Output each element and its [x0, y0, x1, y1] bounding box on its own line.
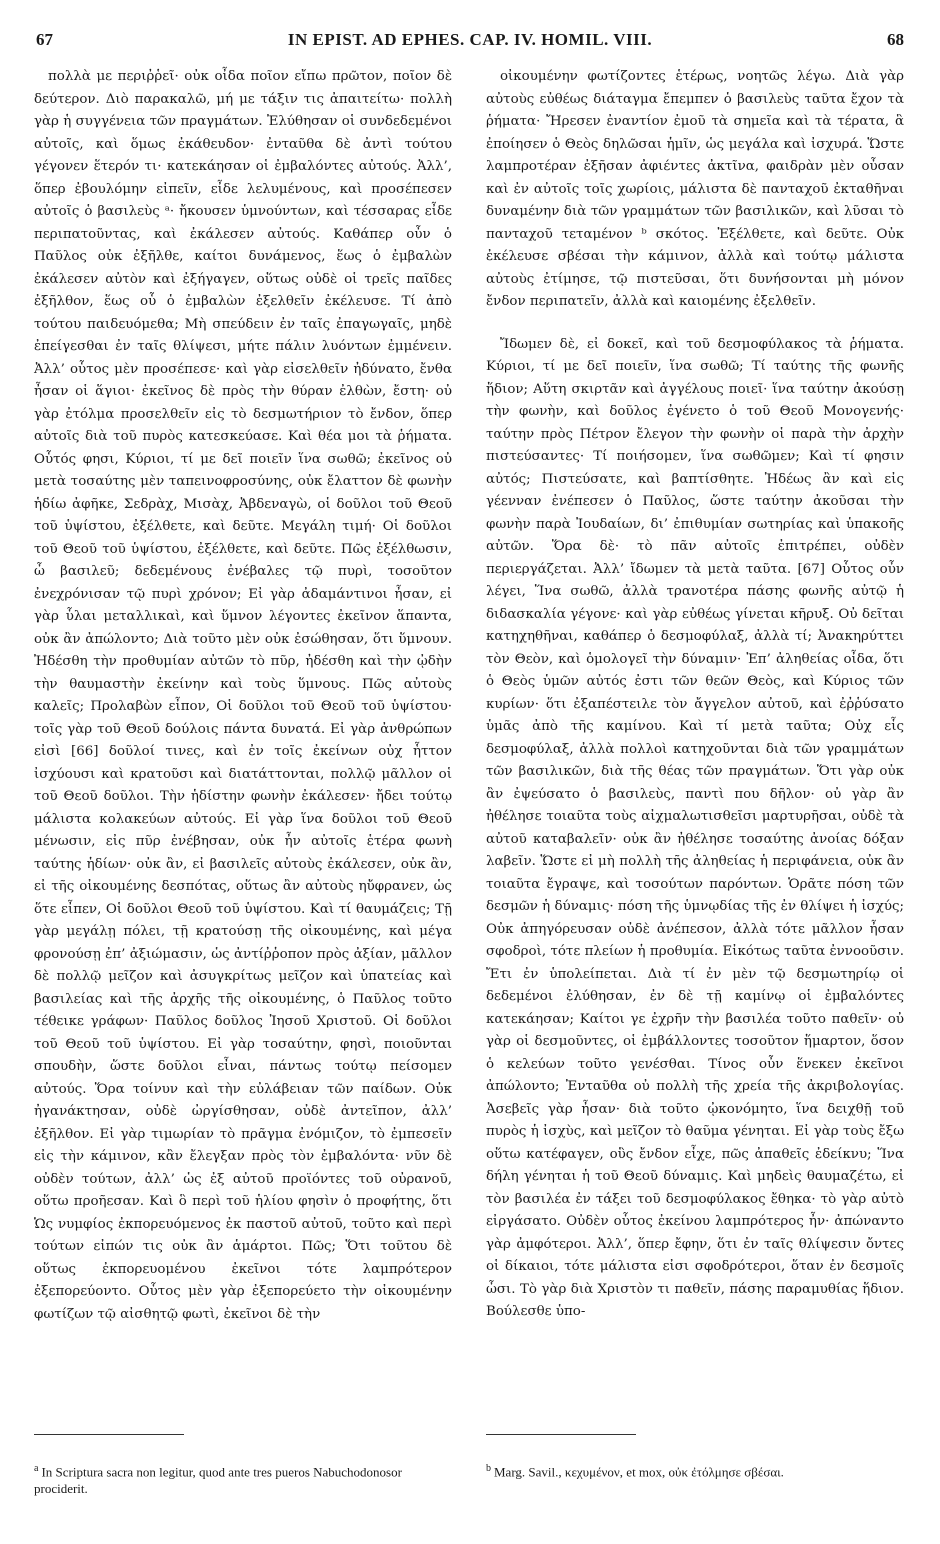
footnote-text-a: In Scriptura sacra non legitur, quod ante tres pueros Nabuchodonosor prociderit.: [34, 1464, 402, 1497]
right-column: [486, 66, 904, 1324]
footnote-mark-a: a: [34, 1463, 39, 1474]
left-column-paragraph: πολλὰ με περιῤῥεῖ· οὐκ οἶδα ποῖον εἴπω πρῶτον, ποῖον δὲ δεύτερον. Διὸ παρακαλῶ, μή με τάξιν τις ἀπαιτείτω· πολλὴ γὰρ ἡ συγγένεια τῶν πραγμάτων. Ἐλύθησαν οἱ συνδεδεμένοι αὐτοῖς, καὶ ὅμως ἐκάθευδον· ἐνταῦθα δὲ ἀντὶ τούτου γέγονεν ἕτερόν τι· κατεκάησαν οἱ ἐμβαλόντες αὐτούς. Ἀλλ’, ὅπερ ἐβουλόμην εἰπεῖν, εἶδε λελυμένους, καὶ προσέπεσεν αὐτοῖς ὁ βασιλεὺς ᵃ· ἤκουσεν ὑμνούντων, καὶ τέσσαρας εἶδε περιπατοῦντας, καὶ ἐκάλεσεν αὐτούς. Καθάπερ οὖν ὁ Παῦλος οὐκ ἐξῆλθε, καίτοι δυνάμενος, ἕως ὁ ἐμβαλὼν ἐκάλεσεν αὐτὸν καὶ ἐξήγαγεν, οὕτως οὐδὲ οἱ τρεῖς παῖδες ἐξῆλθον, ἕως οὗ ὁ ἐμβαλὼν ἐξελθεῖν ἐκέλευσε. Τί ἀπὸ τούτου παιδευόμεθα; Μὴ σπεύδειν ἐν ταῖς ἐπαγωγαῖς, μηδὲ ἐπείγεσθαι ἐν ταῖς θλίψεσι, μήτε πάλιν λυόντων ἐμμένειν. Ἀλλ’ οὗτος μὲν προσέπεσε· καὶ γὰρ εἰσελθεῖν ἠδύνατο, ἔνθα ἦσαν οἱ ἅγιοι· ἐκεῖνος δὲ πρὸς τὴν θύραν ἐλθὼν, ἔστη· οὐ γὰρ ἐτόλμα προσελθεῖν εἰς τὸ δεσμωτήριον τὸ ἔνδον, ὅπερ αὐτοῖς διὰ τοῦ πυρὸς κατεσκεύασε. Καὶ θέα μοι τὰ ῥήματα. Οὗτός φησι, Κύριοι, τί με δεῖ ποιεῖν ἵνα σωθῶ; ἐκεῖνος οὐ μετὰ τοσαύτης μὲν ταπεινοφροσύνης, οὐκ ἔλαττον δὲ φωνὴν ἡδίω ἀφῆκε, Σεδρὰχ, Μισὰχ, Ἀβδεναγὼ, οἱ δοῦλοι τοῦ Θεοῦ τοῦ ὑψίστου, ἐξέλθετε, καὶ δεῦτε. Μεγάλη τιμή· Οἱ δοῦλοι τοῦ Θεοῦ τοῦ ὑψίστου, ἐξέλθετε, καὶ δεῦτε. Πῶς ἐξέλθωσιν, ὦ βασιλεῦ; δεδεμένους ἐνέβαλες τῷ πυρὶ, τοσοῦτον ἐνεχρόνισαν τῷ πυρὶ χρόνον; Εἰ γὰρ ἀδαμάντινοι ἦσαν, εἰ γὰρ ὗλαι μεταλλικαὶ, καὶ ὕμνον λέγοντες ἐκεῖνον ἅπαντα, οὐκ ἂν ἀπώλοντο; Διὰ τοῦτο μὲν οὐκ ἐσώθησαν, ὅτι ὕμνουν. Ἠδέσθη τὴν προθυμίαν αὐτῶν τὸ πῦρ, ἠδέσθη καὶ τὴν ᾠδὴν τὴν θαυμαστὴν ἐκείνην καὶ τοὺς ὕμνους. Πῶς αὐτοὺς καλεῖς; Προλαβὼν εἶπον, Οἱ δοῦλοι τοῦ Θεοῦ τοῦ ὑψίστου· τοῖς γὰρ τοῦ Θεοῦ δούλοις πάντα δυνατά. Εἰ γὰρ ἀνθρώπων εἰσὶ [66] δοῦλοί τινες, καὶ ἐν τοῖς ἐκείνων οὐχ ἧττον ἰσχύουσι καὶ κρατοῦσι καὶ διατάττονται, πολλῷ μᾶλλον οἱ τοῦ Θεοῦ δοῦλοι. Τὴν ἡδίστην φωνὴν ἐκάλεσεν· ἤδει τούτῳ μάλιστα κολακεύων αὐτούς. Εἰ γὰρ ἵνα δοῦλοι τοῦ Θεοῦ μένωσιν, εἰς πῦρ ἐνέβησαν, οὐκ ἦν αὐτοῖς ἑτέρα φωνὴ ταύτης ἡδίων· οὐκ ἂν, εἰ βασιλεῖς αὐτοὺς ἐκάλεσεν, οὐκ ἂν, εἰ τῆς οἰκουμένης δεσπότας, οὕτως ἂν αὐτοὺς ηὔφρανεν, ὡς ὅτε εἶπεν, Οἱ δοῦλοι Θεοῦ τοῦ ὑψίστου. Καὶ τί θαυμάζεις; Τῇ γὰρ μεγάλῃ πόλει, τῇ κρατούσῃ τῆς οἰκουμένης, καὶ μέγα φρονούσῃ ἐπ’ ἀξιώμασιν, ὡς ἀντίῤῥοπον πρὸς ἀξίαν, μᾶλλον δὲ πολλῷ μεῖζον καὶ ἀσυγκρίτως μεῖζον καὶ ὑπατείας καὶ βασιλείας καὶ τῆς ἀρχῆς τῆς οἰκουμένης, ὁ Παῦλος τοῦτο τέθεικε γράφων· Παῦλος δοῦλος Ἰησοῦ Χριστοῦ. Οἱ δοῦλοι τοῦ Θεοῦ τοῦ ὑψίστου. Εἰ γὰρ τοσαύτην, φησὶ, ποιοῦνται σπουδὴν, ὥστε δοῦλοι εἶναι, πάντως τούτῳ πείσομεν αὐτούς. Ὅρα τοίνυν καὶ τὴν εὐλάβειαν τῶν παίδων. Οὐκ ἠγανάκτησαν, οὐδὲ ὠργίσθησαν, οὐδὲ ἀντεῖπον, ἀλλ’ ἐξῆλθον. Εἰ γὰρ τιμωρίαν τὸ πρᾶγμα ἐνόμιζον, τὸ ἐμπεσεῖν εἰς τὴν κάμινον, κἂν ἔλεγξαν πρὸς τὸν ἐμβαλόντα· νῦν δὲ οὐδὲν τούτων, ἀλλ’ ὡς ἐξ αὐτοῦ προϊόντες τοῦ οὐρανοῦ, οὕτω προῆεσαν. Καὶ ὃ περὶ τοῦ ἡλίου φησὶν ὁ προφήτης, ὅτι Ὡς νυμφίος ἐκπορευόμενος ἐκ παστοῦ αὐτοῦ, τοῦτο καὶ περὶ τούτων εἰπών τις οὐκ ἂν ἁμάρτοι. Πῶς; Ὅτι τοῦτου δὲ οὕτως ἐκπορευομένου ἐκεῖνοι τότε λαμπρότερον ἐξεπορεύοντο. Οὗτος μὲν γὰρ ἐξεπορεύετο τὴν οἰκουμένην φωτίζων τῷ αἰσθητῷ φωτὶ, ἐκεῖνοι δὲ τὴν: [34, 69, 452, 1322]
footnote-right: [486, 1460, 904, 1480]
page-number-left: 67: [36, 30, 53, 49]
running-title: IN EPIST. AD EPHES. CAP. IV. HOMIL. VIII.: [287, 30, 653, 49]
footnote-divider-left: [34, 1434, 184, 1435]
right-column-paragraph-2: Ἴδωμεν δὲ, εἰ δοκεῖ, καὶ τοῦ δεσμοφύλακος τὰ ῥήματα. Κύριοι, τί με δεῖ ποιεῖν, ἵνα σωθῶ; Τί ταύτης τῆς φωνῆς ἥδιον; Αὕτη σκιρτᾶν καὶ ἀγγέλους ποιεῖ· ἵνα ταύτην ἀκούσῃ τὴν φωνὴν, καὶ δοῦλος ἐγένετο ὁ τοῦ Θεοῦ Μονογενής· ταύτην πρὸς Πέτρον ἔλεγον τὴν φωνὴν οἱ παρὰ τὴν ἀρχὴν πιστεύσαντες· Τί ποιήσομεν, ἵνα σωθῶμεν; Καὶ τί φησιν αὐτός; Πιστεύσατε, καὶ βαπτίσθητε. Ἠδέως ἂν καὶ εἰς γέενναν ἐνέπεσεν ὁ Παῦλος, ὥστε ταύτην ἀκοῦσαι τὴν φωνὴν παρὰ Ἰουδαίων, δι’ ἐπιθυμίαν σωτηρίας καὶ ὑπακοῆς αὐτῶν. Ὅρα δὲ· τὸ πᾶν αὐτοῖς ἐπιτρέπει, οὐδὲν περιεργάζεται. Ἀλλ’ ἴδωμεν τὰ μετὰ ταῦτα. [67] Οὗτος οὖν λέγει, Ἵνα σωθῶ, ἀλλὰ τρανοτέρα πάσης φωνῆς αὐτῷ ἡ διδασκαλία γέγονε· καὶ γὰρ εὐθέως γίνεται κῆρυξ. Οὐ δεῖται κατηχηθῆναι, καθάπερ ὁ δεσμοφύλαξ, ἀλλὰ τί; Ἀνακηρύττει τὸν Θεὸν, καὶ ὁμολογεῖ τὴν δύναμιν· Ἐπ’ ἀληθείας οἶδα, ὅτι ὁ Θεὸς ὑμῶν αὐτός ἐστι τῶν θεῶν Θεὸς, καὶ Κύριος τῶν κυρίων· ὅτι ἐξαπέστειλε τὸν ἄγγελον αὐτοῦ, καὶ ἐῤῥύσατο ὑμᾶς ἀπὸ τῆς καμίνου. Καὶ τί μετὰ ταῦτα; Οὐχ εἷς δεσμοφύλαξ, ἀλλὰ πολλοὶ κατηχοῦνται διὰ τῶν γραμμάτων τῶν βασιλικῶν, διὰ τῆς θέας τῶν πραγμάτων. Ὅτι γὰρ οὐκ ἂν ἐψεύσατο ὁ βασιλεὺς, παντὶ που δῆλον· οὐ γὰρ ἂν ἠθέλησε τοιαῦτα τοὺς αἰχμαλωτισθεῖσι μαρτυρῆσαι, οὐδὲ τὰ αὐτοῦ καταβαλεῖν· οὐκ ἂν ἠθέλησε τοσαύτης ἀνοίας δόξαν λαβεῖν. Ὥστε εἰ μὴ πολλὴ τῆς ἀληθείας ἡ περιφάνεια, οὐκ ἂν τοιαῦτα ἔγραψε, καὶ τοσούτων παρόντων. Ὁρᾶτε πόση τῶν δεσμῶν ἡ δύναμις· πόση τῆς ὑμνῳδίας τῆς ἐν θλίψει ἡ ἰσχύς; Οὐκ ἀπηγόρευσαν οὐδὲ ἀνέπεσον, ἀλλὰ τότε μᾶλλον ἦσαν σφοδροὶ, τότε πλείων ἡ προθυμία. Εἰκότως ταῦτα ἐννοοῦσιν. Ἔτι ἐν ὑπολείπεται. Διὰ τί ἐν μὲν τῷ δεσμωτηρίῳ οἱ δεδεμένοι ἐλύθησαν, ἐν δὲ τῇ καμίνῳ οἱ ἐμβαλόντες κατεκάησαν; Καίτοι γε ἐχρῆν τὴν βασιλέα τοῦτο παθεῖν· οὐ γὰρ οἱ δεσμοῦντες, οἱ ἐμβάλλοντες τοσοῦτον ἥμαρτον, ὅσον ὁ κελεύων τοῦτο γενέσθαι. Τίνος οὖν ἕνεκεν ἐκεῖνοι ἀπώλοντο; Ἐνταῦθα οὐ πολλὴ τῆς χρεία τῆς ἀκριβολογίας. Ἀσεβεῖς γὰρ ἦσαν· διὰ τοῦτο ᾠκονόμητο, ἵνα δειχθῇ τοῦ πυρὸς ἡ ἰσχὺς, καὶ μεῖζον τὸ θαῦμα γένηται. Εἰ γὰρ τοὺς ἔξω οὕτω κατέφαγεν, οὓς ἔνδον εἶχε, πῶς ἀπαθεῖς ἐδείκνυ; Ἵνα δήλη γένηται ἡ τοῦ Θεοῦ δύναμις. Καὶ μηδεὶς θαυμαζέτω, εἰ τὸν βασιλέα ἐν τάξει τοῦ δεσμοφύλακος ἔθηκα· τὸ γὰρ αὐτὸ εἰργάσατο. Οὐδὲν οὗτος ἐκείνου λαμπρότερος ἦν· ἀπώναντο γὰρ ἀμφότεροι. Ἀλλ’, ὅπερ ἔφην, ὅτι ἐν ταῖς θλίψεσιν ὄντες οἱ δίκαιοι, τότε μάλιστα εἰσι σφοδρότεροι, ὅταν ἐν δεσμοῖς ὦσι. Τὸ γὰρ διὰ Χριστὸν τι παθεῖν, πάσης παραμυθίας ἥδιον. Βούλεσθε ὑπο-: [486, 336, 904, 1319]
right-column-paragraph-1: οἰκουμένην φωτίζοντες ἑτέρως, νοητῶς λέγω. Διὰ γὰρ αὐτοὺς εὐθέως διάταγμα ἔπεμπεν ὁ βασιλεὺς ταῦτα ἔχον τὰ ῥήματα· Ἤρεσεν ἐναντίον ἐμοῦ τὰ σημεῖα καὶ τὰ τέρατα, ἃ ἐποίησεν ὁ Θεὸς δηλῶσαι ἡμῖν, ὡς μεγάλα καὶ ἰσχυρά. Ὥστε λαμπροτέραν ἐξῆσαν ἀφιέντες ἀκτῖνα, φαιδρὰν μὲν οὖσαν καὶ ἐν αὐτοῖς τοῖς χωρίοις, μάλιστα δὲ πανταχοῦ ἐκταθῆναι δυναμένην διὰ τῶν γραμμάτων τῶν βασιλικῶν, καὶ λῦσαι τὸ πανταχοῦ τεταμένον ᵇ σκότος. Ἐξέλθετε, καὶ δεῦτε. Οὐκ ἐκέλευσε σβέσαι τὴν κάμινον, ἀλλὰ καὶ τούτῳ μάλιστα αὐτοὺς ἐτίμησε, τῷ πιστεῦσαι, ὅτι δυνήσονται μὴ μόνον ἔνδον περιπατεῖν, ἀλλὰ καὶ καιομένης ἐξελθεῖν.: [486, 69, 904, 309]
footnote-left: [34, 1460, 452, 1497]
running-header: [36, 30, 904, 60]
footnote-divider-right: [486, 1434, 636, 1435]
footnote-text-b: Marg. Savil., κεχυμένον, et mox, οὐκ ἐτόλμησε σβέσαι.: [494, 1464, 784, 1480]
left-column: [34, 66, 452, 1326]
page-number-right: 68: [887, 30, 904, 49]
footnote-mark-b: b: [486, 1463, 491, 1474]
